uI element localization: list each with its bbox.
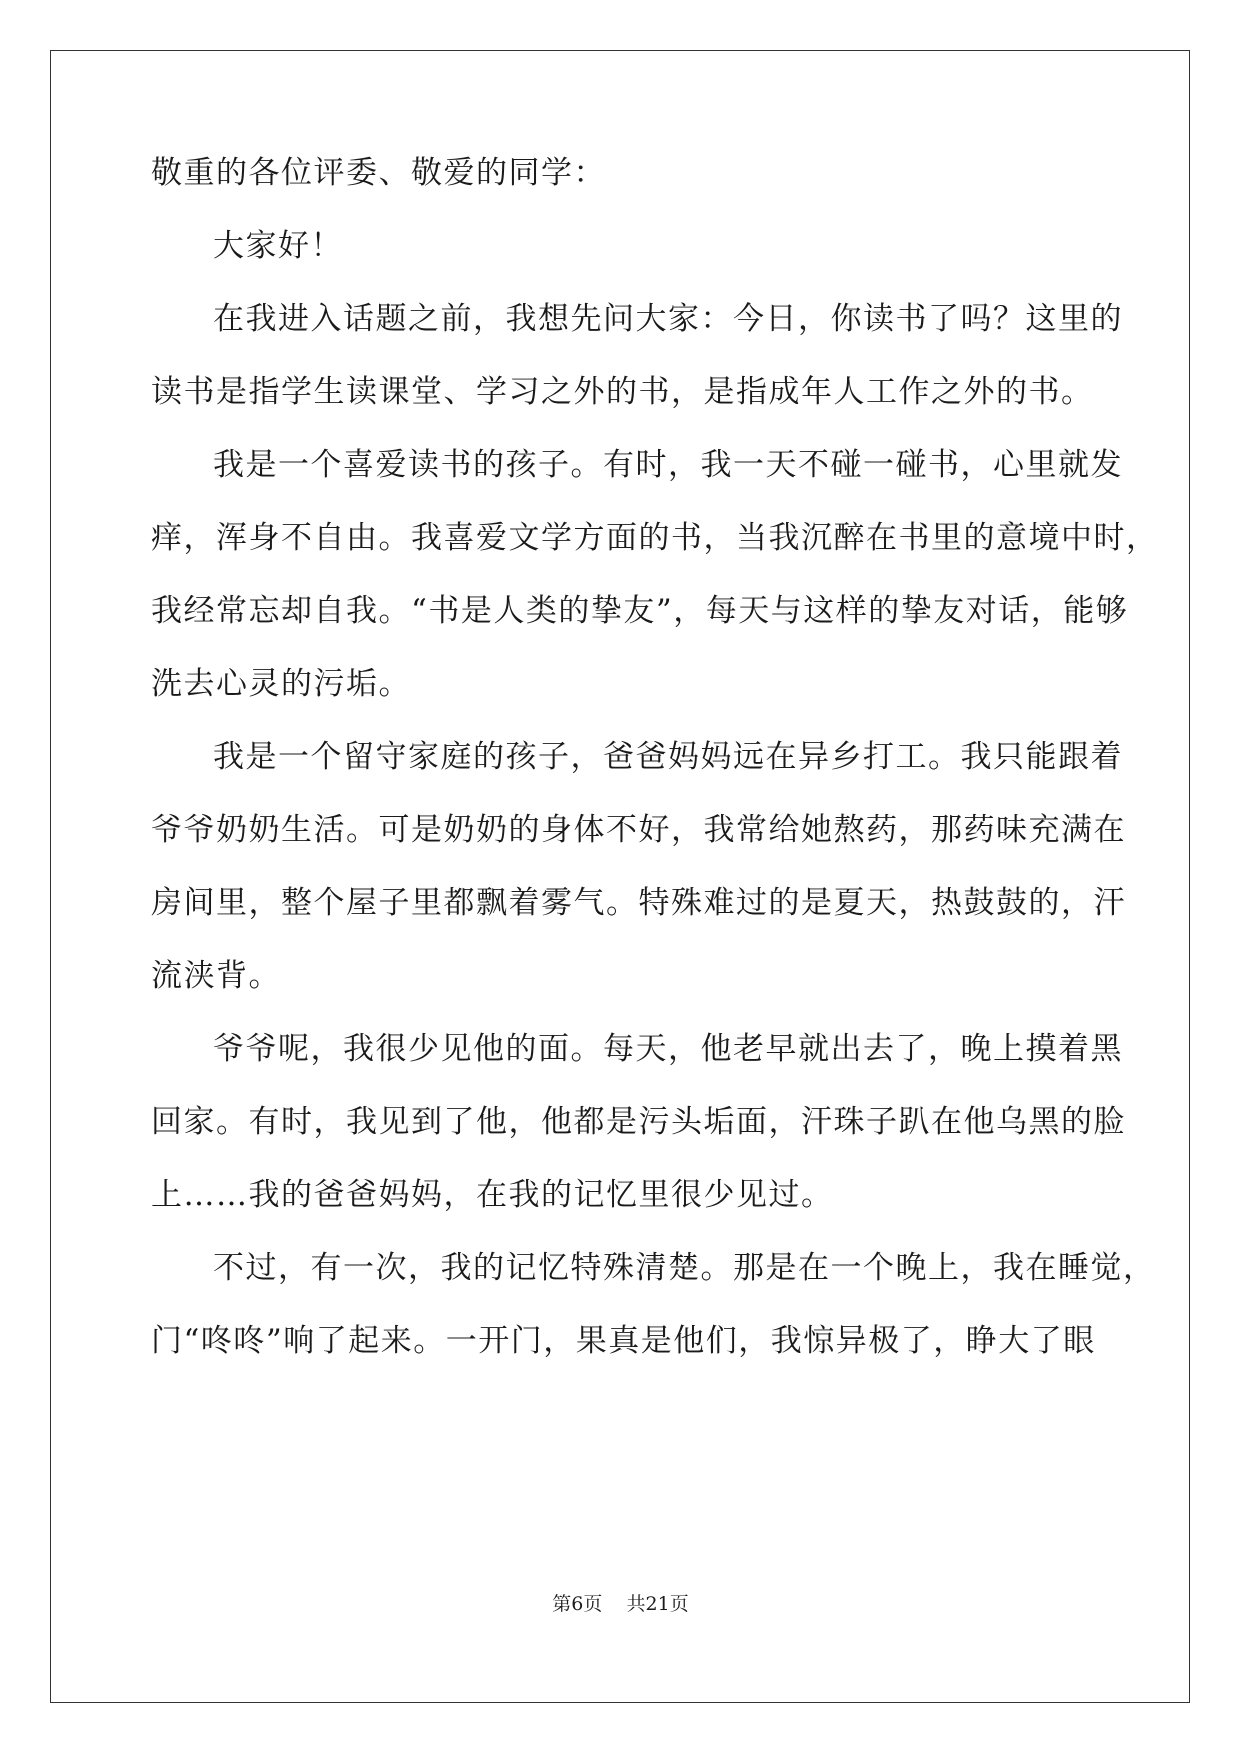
paragraph-line: 不过，有一次，我的记忆特殊清楚。那是在一个晚上，我在睡觉， bbox=[213, 1250, 1156, 1286]
salutation-line: 敬重的各位评委、敬爱的同学： bbox=[151, 155, 606, 191]
paragraph-line: 爷爷呢，我很少见他的面。每天，他老早就出去了，晚上摸着黑 bbox=[213, 1031, 1123, 1067]
paragraph-line: 上……我的爸爸妈妈，在我的记忆里很少见过。 bbox=[151, 1177, 834, 1213]
paragraph-line: 我是一个喜爱读书的孩子。有时，我一天不碰一碰书，心里就发 bbox=[213, 447, 1123, 483]
page-border bbox=[50, 50, 1190, 1703]
page-number-footer: 第6页 共21页 bbox=[552, 1593, 689, 1615]
paragraph-line: 我是一个留守家庭的孩子，爸爸妈妈远在异乡打工。我只能跟着 bbox=[213, 739, 1123, 775]
paragraph-line: 痒，浑身不自由。我喜爱文学方面的书，当我沉醉在书里的意境中时， bbox=[151, 520, 1159, 556]
paragraph-line: 门“咚咚”响了起来。一开门，果真是他们，我惊异极了，睁大了眼 bbox=[151, 1323, 1096, 1359]
greeting-line: 大家好！ bbox=[213, 228, 343, 264]
paragraph-line: 读书是指学生读课堂、学习之外的书，是指成年人工作之外的书。 bbox=[151, 374, 1094, 410]
paragraph-line: 流浃背。 bbox=[151, 958, 281, 994]
paragraph-line: 洗去心灵的污垢。 bbox=[151, 666, 411, 702]
paragraph-line: 在我进入话题之前，我想先问大家：今日，你读书了吗？这里的 bbox=[213, 301, 1123, 337]
paragraph-line: 我经常忘却自我。“书是人类的挚友”，每天与这样的挚友对话，能够 bbox=[151, 593, 1129, 629]
paragraph-line: 回家。有时，我见到了他，他都是污头垢面，汗珠子趴在他乌黑的脸 bbox=[151, 1104, 1126, 1140]
paragraph-line: 房间里，整个屋子里都飘着雾气。特殊难过的是夏天，热鼓鼓的，汗 bbox=[151, 885, 1126, 921]
paragraph-line: 爷爷奶奶生活。可是奶奶的身体不好，我常给她熬药，那药味充满在 bbox=[151, 812, 1126, 848]
